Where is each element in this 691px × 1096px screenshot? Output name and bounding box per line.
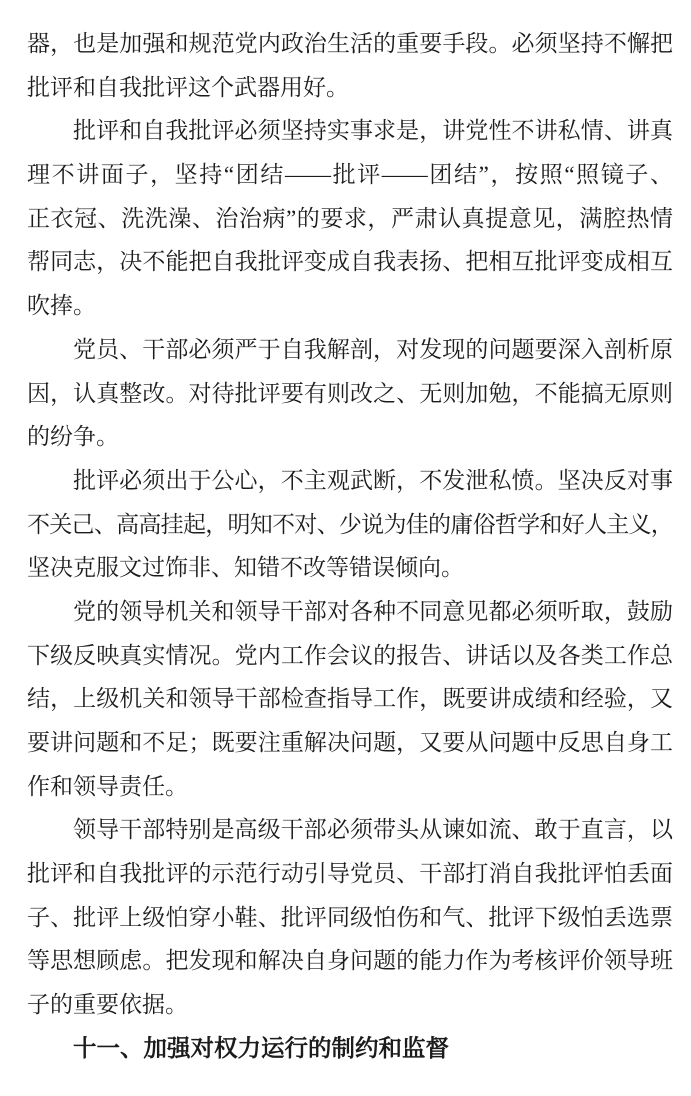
text-line: 批评和自我批评这个武器用好。: [27, 74, 349, 100]
paragraph: [27, 459, 673, 590]
text-line: 党的领导机关和领导干部对各种不同意见都必须听取，鼓励: [73, 598, 673, 624]
text-line: 领导干部特别是高级干部必须带头从谏如流、敢于直言，以: [73, 817, 673, 843]
paragraph: [27, 590, 673, 808]
text-line: 等思想顾虑。把发现和解决自身问题的能力作为考核评价领导班: [27, 948, 673, 974]
text-line: 器，也是加强和规范党内政治生活的重要手段。必须坚持不懈把: [27, 31, 673, 56]
document-text-block: [27, 22, 673, 1071]
text-line: 批评和自我批评必须坚持实事求是，讲党性不讲私情、讲真: [73, 118, 673, 144]
paragraph: [27, 109, 673, 327]
text-line: 作和领导责任。: [27, 773, 188, 799]
text-line: 帮同志，决不能把自我批评变成自我表扬、把相互批评变成相互: [27, 249, 673, 275]
text-line: 的纷争。: [27, 424, 119, 450]
text-line: 批评和自我批评的示范行动引导党员、干部打消自我批评怕丢面: [27, 861, 673, 887]
text-line: 因，认真整改。对待批评要有则改之、无则加勉，不能搞无原则: [27, 380, 673, 406]
paragraph: [27, 22, 673, 109]
text-line: 不关己、高高挂起，明知不对、少说为佳的庸俗哲学和好人主义，: [27, 511, 673, 537]
text-line: 要讲问题和不足；既要注重解决问题，又要从问题中反思自身工: [27, 730, 673, 755]
text-line: 正衣冠、洗洗澡、治治病”的要求，严肃认真提意见，满腔热情: [27, 205, 673, 231]
text-line: 下级反映真实情况。党内工作会议的报告、讲话以及各类工作总: [27, 642, 673, 668]
text-line: 子、批评上级怕穿小鞋、批评同级怕伤和气、批评下级怕丢选票: [27, 904, 673, 930]
text-line: 批评必须出于公心，不主观武断，不发泄私愤。坚决反对事: [73, 467, 673, 493]
paragraph: [27, 328, 673, 459]
text-line: 党员、干部必须严于自我解剖，对发现的问题要深入剖析原: [73, 336, 673, 362]
section-heading: 十一、加强对权力运行的制约和监督: [73, 1034, 449, 1061]
text-line: 坚决克服文过饰非、知错不改等错误倾向。: [27, 555, 464, 581]
text-line: 结，上级机关和领导干部检查指导工作，既要讲成绩和经验，又: [27, 686, 673, 712]
text-line: 吹捧。: [27, 293, 96, 319]
text-line: 理不讲面子，坚持“团结——批评——团结”，按照“照镜子、: [27, 162, 673, 188]
text-line: 子的重要依据。: [27, 992, 188, 1018]
paragraph: [27, 808, 673, 1026]
